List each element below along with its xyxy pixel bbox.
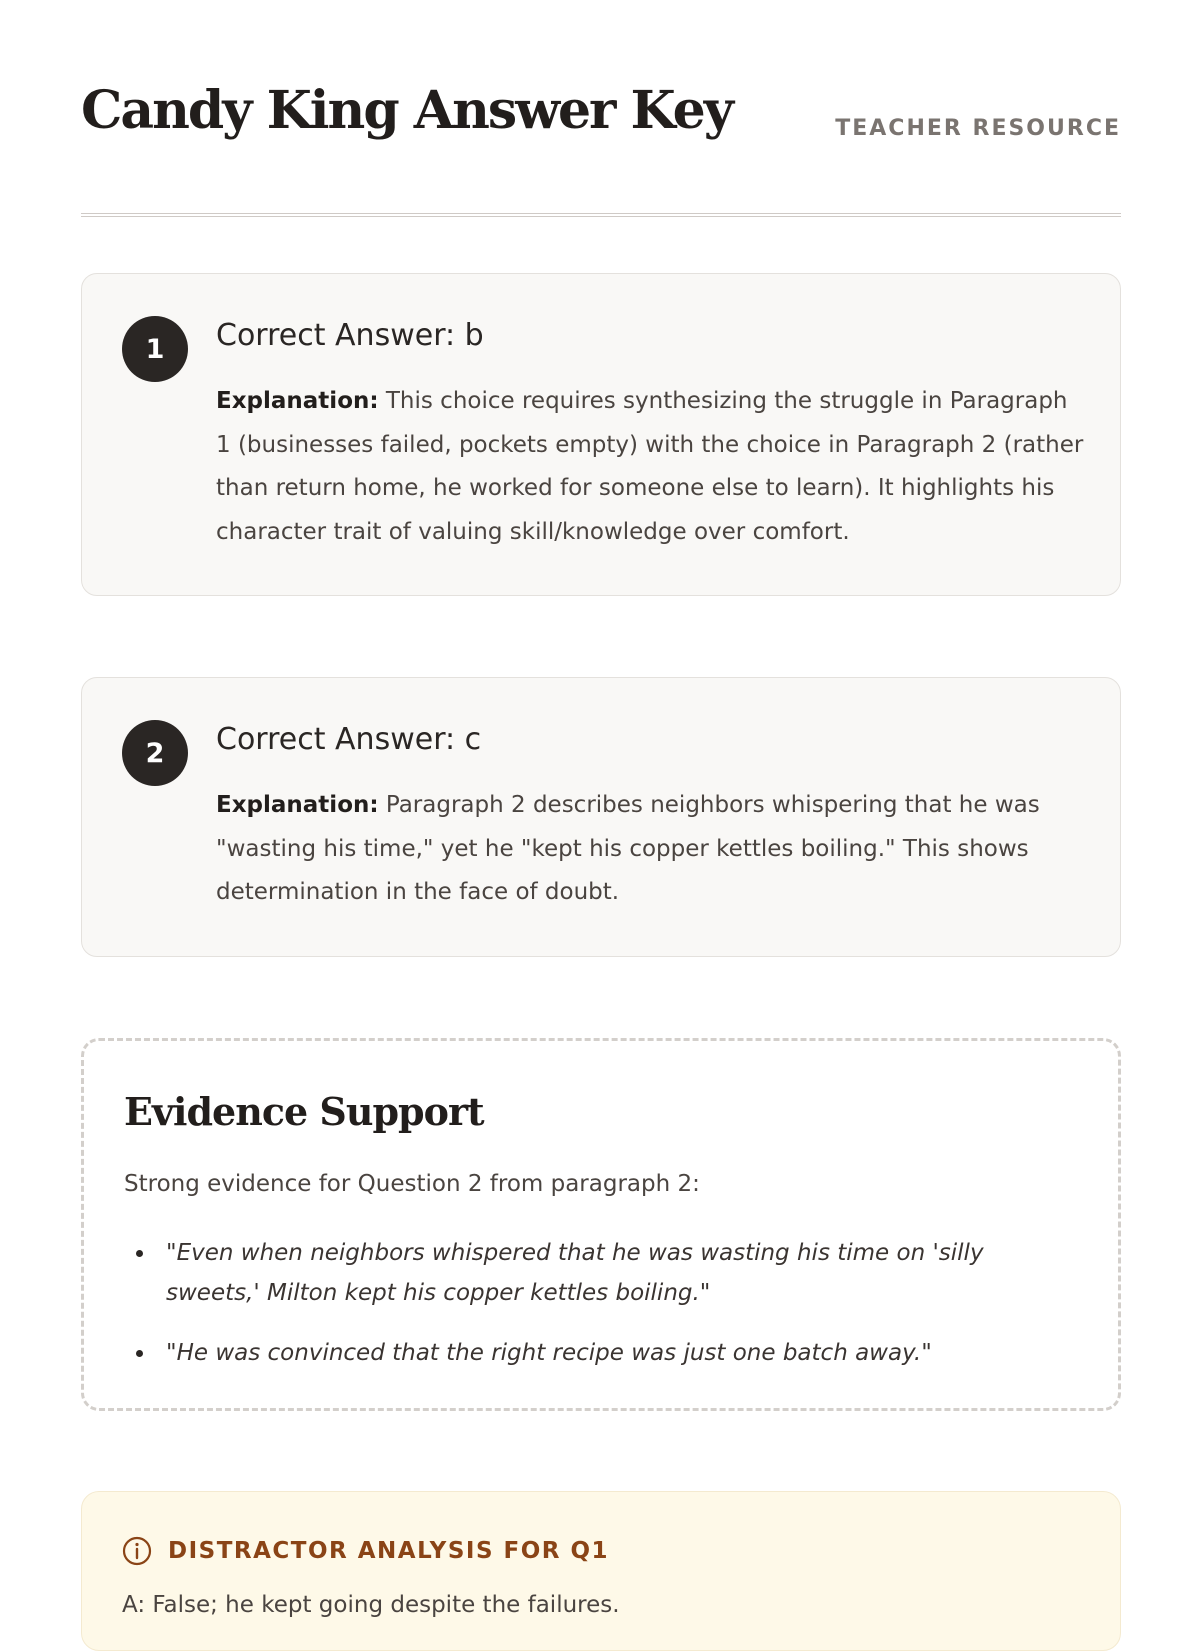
answer-explanation <box>216 380 1086 554</box>
explanation-text: This choice requires synthesizing the struggle in Paragraph 1 (businesses failed, pockets empty) with the choice in Paragraph 2 (rather than return home, he worked for someone else to learn). It highlights his character trait of valuing skill/knowledge over comfort. <box>216 388 1084 545</box>
evidence-support-box <box>81 1038 1121 1411</box>
quote-text: "He was convinced that the right recipe was just one batch away." <box>166 1340 932 1366</box>
correct-answer-heading: Correct Answer: c <box>216 722 482 757</box>
answer-card-2 <box>81 677 1121 957</box>
explanation-text: Paragraph 2 describes neighbors whispering that he was "wasting his time," yet he "kept his copper kettles boiling." This shows determination in the face of doubt. <box>216 792 1040 905</box>
answer-card-1 <box>81 273 1121 596</box>
bullet-icon <box>136 1350 143 1357</box>
distractor-analysis-box <box>81 1491 1121 1651</box>
answer-explanation <box>216 784 1086 915</box>
info-circle-icon <box>122 1536 152 1566</box>
distractor-title: DISTRACTOR ANALYSIS FOR Q1 <box>168 1538 610 1564</box>
bullet-icon <box>136 1250 143 1257</box>
explanation-label: Explanation: <box>216 388 379 414</box>
evidence-title: Evidence Support <box>124 1089 484 1134</box>
question-number-badge: 1 <box>122 316 188 382</box>
evidence-quote-list <box>124 1233 1044 1393</box>
correct-answer-heading: Correct Answer: b <box>216 318 484 353</box>
question-number-badge: 2 <box>122 720 188 786</box>
page-header <box>81 0 1121 214</box>
quote-text: "Even when neighbors whispered that he was wasting his time on 'silly sweets,' Milton kept his copper kettles boiling." <box>166 1240 984 1306</box>
evidence-quote <box>124 1233 1044 1313</box>
page-title: Candy King Answer Key <box>81 80 732 141</box>
evidence-quote <box>124 1333 1044 1373</box>
resource-tag: TEACHER RESOURCE <box>835 116 1121 141</box>
explanation-label: Explanation: <box>216 792 379 818</box>
header-divider <box>81 213 1121 217</box>
evidence-intro: Strong evidence for Question 2 from paragraph 2: <box>124 1171 700 1197</box>
distractor-option-a: A: False; he kept going despite the failures. <box>122 1592 620 1618</box>
distractor-header <box>122 1536 609 1566</box>
answer-key-page <box>81 0 1121 1618</box>
